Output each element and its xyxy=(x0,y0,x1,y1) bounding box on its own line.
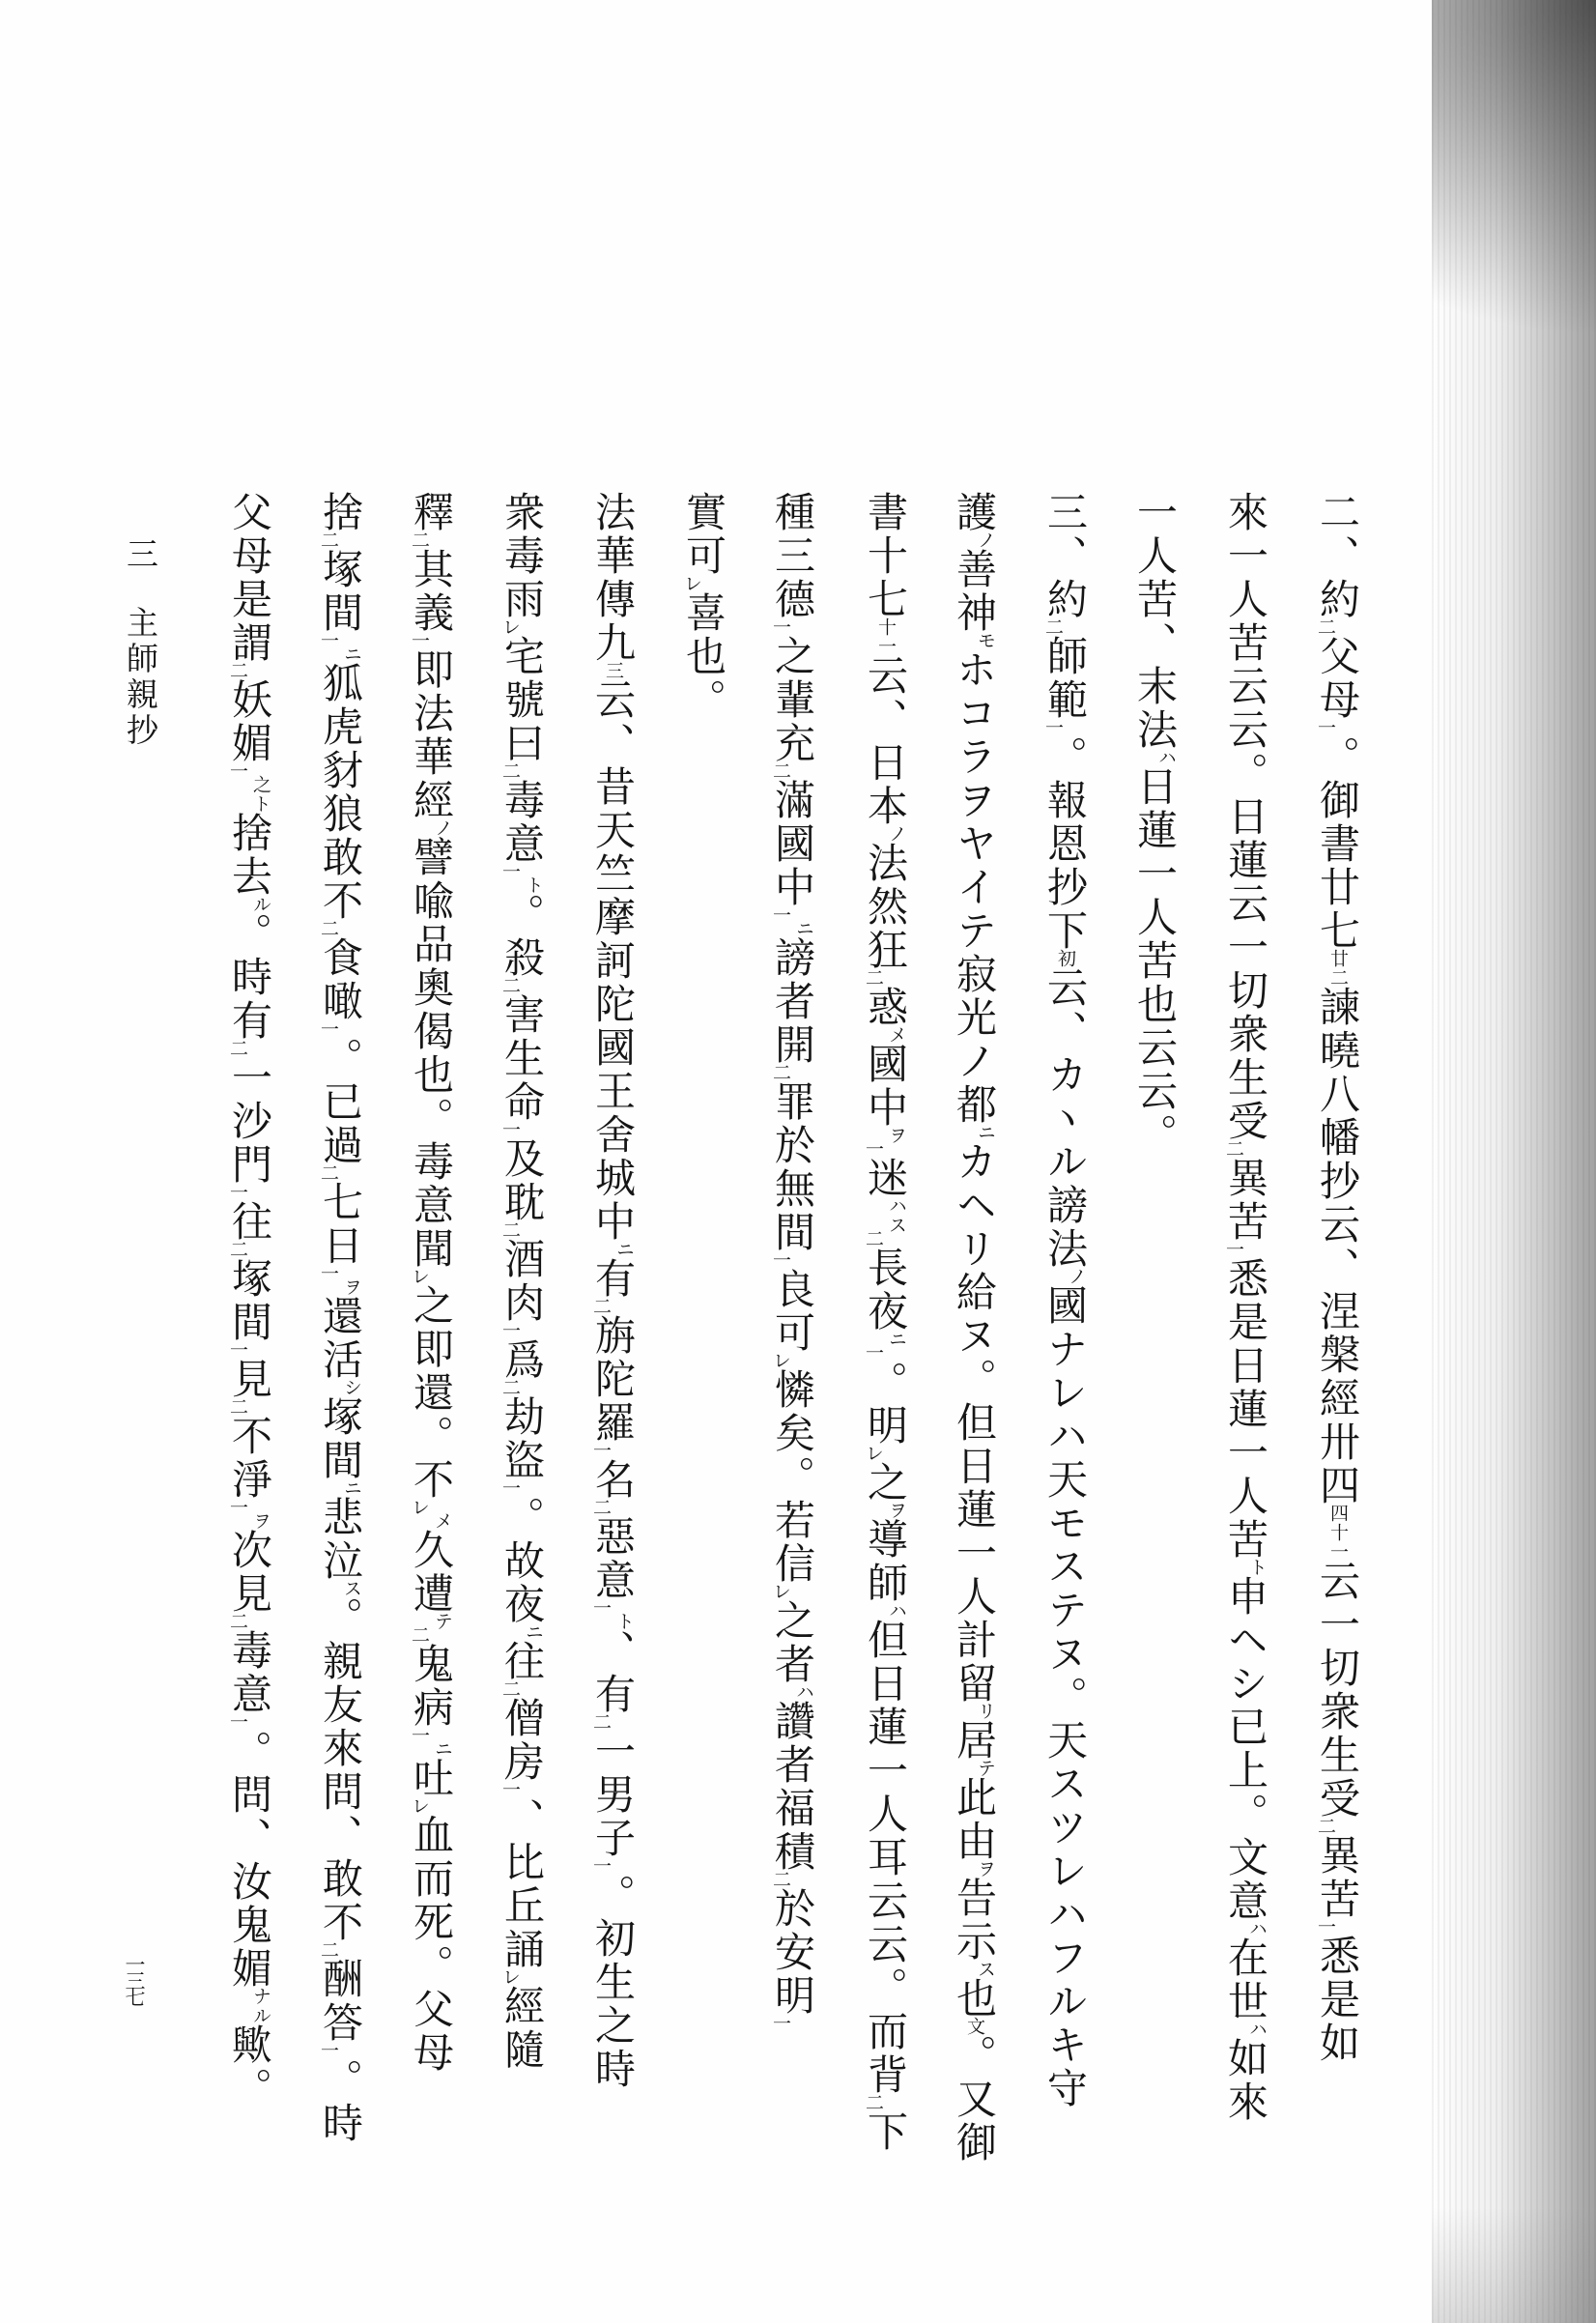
okurigana-mark: ニ xyxy=(341,645,361,664)
main-text: 罪於無間 xyxy=(769,1080,813,1254)
kaeriten-mark: 二 xyxy=(863,968,883,988)
main-text: 一人苦、末法 xyxy=(1131,491,1176,752)
main-text: 法然狂 xyxy=(862,842,906,972)
main-text: 。初生之時 xyxy=(589,1874,634,2091)
main-text: 次見 xyxy=(226,1529,271,1616)
main-text: 塚間 xyxy=(317,1395,361,1482)
main-text: 國ナレハ天モステヌ。天スツレハフルキ守 xyxy=(1041,1284,1086,2110)
main-text: 書十七 xyxy=(862,491,906,621)
main-text: 實可 xyxy=(680,491,725,578)
main-text: 之輩充 xyxy=(769,635,813,765)
kaeriten-mark: 一 xyxy=(499,862,520,881)
main-text: 爲 xyxy=(499,1338,543,1382)
main-text: 悉是日蓮一人苦 xyxy=(1222,1257,1267,1562)
kaeriten-mark: 二 xyxy=(227,1397,247,1417)
main-text: 。又御 xyxy=(951,2034,995,2165)
main-text: 惑 xyxy=(862,986,906,1029)
kaeriten-mark: 二 xyxy=(499,1378,520,1397)
okurigana-mark: ノ xyxy=(1066,1267,1086,1286)
main-text: 謗者開 xyxy=(769,936,813,1067)
kaeriten-mark: レ xyxy=(863,1444,883,1463)
book-edge-shadow-bottom xyxy=(1432,2207,1596,2323)
main-text: 往 xyxy=(499,1640,543,1683)
kaeriten-mark: 一 xyxy=(499,1478,520,1498)
inline-note: 初 xyxy=(1055,949,1075,968)
okurigana-mark: ニ xyxy=(975,1123,995,1142)
main-text: 捨去 xyxy=(226,812,271,899)
main-text: 。故夜 xyxy=(499,1496,543,1626)
main-text: 云、昔天竺摩訶陀國王舍城中 xyxy=(589,678,634,1244)
main-text: 。問、汝鬼媚 xyxy=(226,1730,271,1991)
okurigana-mark: テ xyxy=(975,1759,995,1778)
main-text: 劫盜 xyxy=(499,1395,543,1482)
main-text: 喜也。 xyxy=(680,591,725,722)
kaeriten-mark: 一 xyxy=(499,1120,520,1139)
main-text: 。親友來問、敢不 xyxy=(317,1596,361,1944)
main-text: 二、約 xyxy=(1314,491,1358,621)
okurigana-mark: ス xyxy=(341,1579,361,1598)
main-text: 之 xyxy=(862,1461,906,1505)
main-text: 憐矣。若信 xyxy=(769,1368,813,1586)
kaeriten-mark: 二 xyxy=(227,1039,247,1058)
main-text: 捨 xyxy=(317,491,361,534)
okurigana-mark: ニ xyxy=(523,1622,543,1642)
main-text: 塚間 xyxy=(226,1257,271,1344)
okurigana-mark: ニ xyxy=(341,1478,361,1498)
kaeriten-mark: 一 xyxy=(318,631,338,650)
main-text: 種三德 xyxy=(769,491,813,621)
text-column-5 xyxy=(952,491,994,2165)
main-text: 名 xyxy=(589,1458,634,1502)
okurigana-mark: ヲ xyxy=(886,1126,906,1145)
kaeriten-mark: 一 xyxy=(590,1856,611,1876)
main-text: 。時有 xyxy=(226,912,271,1043)
kaeriten-mark: 一 xyxy=(590,1441,611,1460)
main-text: 。御書廿七 xyxy=(1314,735,1358,953)
inline-note: 四十一 xyxy=(1327,1504,1348,1562)
okurigana-mark: ニ xyxy=(886,1330,906,1349)
kaeriten-mark: 一 xyxy=(770,1250,790,1270)
main-text: 不淨 xyxy=(226,1415,271,1502)
kaeriten-mark: レ xyxy=(770,1351,790,1370)
kaeriten-mark: 二 xyxy=(499,976,520,995)
main-text: 妖媚 xyxy=(226,678,271,765)
main-text: 良可 xyxy=(769,1268,813,1355)
okurigana-mark: ト xyxy=(613,1612,634,1631)
book-edge-shadow xyxy=(1432,0,1596,2323)
okurigana-mark: ハ xyxy=(1246,2020,1267,2039)
kaeriten-mark: 一 xyxy=(1315,718,1335,737)
okurigana-mark: ノ xyxy=(975,531,995,550)
main-text: 狐虎豺狼敢不 xyxy=(317,662,361,923)
kaeriten-mark: 一 xyxy=(318,1019,338,1039)
kaeriten-mark: 一 xyxy=(409,631,429,650)
okurigana-mark: ハ xyxy=(1155,748,1176,767)
okurigana-mark: ト xyxy=(523,875,543,895)
okurigana-mark: ヲ xyxy=(975,1859,995,1878)
kaeriten-mark: レ xyxy=(409,1498,429,1517)
running-header xyxy=(122,537,157,749)
main-text: 、有 xyxy=(589,1629,634,1716)
main-text: 有 xyxy=(589,1257,634,1301)
chapter-number: 三 xyxy=(122,537,157,573)
main-text: 還活 xyxy=(317,1295,361,1382)
kaeriten-mark: 二 xyxy=(770,1063,790,1082)
main-text: 日蓮一人苦也云云。 xyxy=(1131,765,1176,1157)
main-text: 異苦 xyxy=(1314,1834,1358,1921)
main-text: 吐 xyxy=(408,1757,452,1800)
main-text: 在世 xyxy=(1222,1936,1267,2023)
okurigana-mark: メ xyxy=(432,1511,452,1531)
main-text: 衆毒雨 xyxy=(499,491,543,621)
main-text: 。報恩抄下 xyxy=(1041,735,1086,953)
main-text: 讚者福積 xyxy=(769,1700,813,1874)
inline-note: 廿二 xyxy=(1327,949,1348,988)
main-text: 善神 xyxy=(951,548,995,635)
main-text: 毒意 xyxy=(226,1629,271,1716)
okurigana-mark: メ xyxy=(886,1025,906,1045)
main-text: 導師 xyxy=(862,1518,906,1605)
text-column-11 xyxy=(409,491,451,2075)
kaeriten-mark: 二 xyxy=(1042,617,1063,637)
kaeriten-mark: 二 xyxy=(590,1498,611,1517)
kaeriten-mark: 二 xyxy=(318,919,338,938)
main-text: 如來 xyxy=(1222,2037,1267,2124)
main-text: 云、カヽル謗法 xyxy=(1041,966,1086,1271)
kaeriten-mark: 一 xyxy=(1315,1917,1335,1936)
main-text: 七日 xyxy=(317,1181,361,1268)
main-text: 迷 xyxy=(862,1157,906,1200)
kaeriten-mark: 二 xyxy=(227,1612,247,1631)
main-text: 此由 xyxy=(951,1776,995,1863)
text-column-9 xyxy=(590,491,633,2091)
main-text: 僧房 xyxy=(499,1697,543,1784)
main-text: 久遭 xyxy=(408,1529,452,1616)
kaeriten-mark: レ xyxy=(409,1796,429,1816)
text-column-1 xyxy=(1315,491,1357,2065)
okurigana-mark: ノ xyxy=(432,818,452,838)
kaeriten-mark: 一 xyxy=(770,2014,790,2033)
okurigana-mark: ヲ xyxy=(886,1501,906,1520)
text-column-6 xyxy=(863,491,905,2154)
kaeriten-mark: レ xyxy=(409,1267,429,1286)
okurigana-mark: リ xyxy=(975,1702,995,1721)
kaeriten-mark: 二 xyxy=(863,1229,883,1248)
okurigana-mark: ニ xyxy=(432,1739,452,1759)
main-text: 護 xyxy=(951,491,995,534)
main-text: 血而死。父母 xyxy=(408,1814,452,2075)
kaeriten-mark: 二 xyxy=(318,531,338,550)
main-text: 塚間 xyxy=(317,548,361,635)
main-text: 滿國中 xyxy=(769,779,813,909)
kaeriten-mark: 二 xyxy=(863,2093,883,2112)
main-text: 之者 xyxy=(769,1599,813,1686)
kaeriten-mark: 二 xyxy=(499,1679,520,1699)
main-text: カヘリ給ヌ。但日蓮一人計留 xyxy=(951,1140,995,1706)
kaeriten-mark: 二 xyxy=(1223,1139,1243,1159)
inline-note: 三 xyxy=(603,661,623,680)
inline-note: 文 xyxy=(964,2017,984,2036)
main-text: 鬼病 xyxy=(408,1643,452,1730)
kaeriten-mark: レ xyxy=(770,1582,790,1601)
main-text: 惡意 xyxy=(589,1515,634,1602)
main-text: 父母 xyxy=(1314,635,1358,722)
okurigana-mark: ナル xyxy=(250,1987,271,2025)
main-text: 。明 xyxy=(862,1361,906,1448)
kaeriten-mark: 二 xyxy=(227,1240,247,1259)
kaeriten-mark: 二 xyxy=(1315,1817,1335,1836)
kaeriten-mark: レ xyxy=(499,1967,520,1987)
kaeriten-mark: 二 xyxy=(227,661,247,680)
kaeriten-mark: 一 xyxy=(1042,718,1063,737)
main-text: 。殺 xyxy=(499,893,543,980)
main-text: 旃陀羅 xyxy=(589,1314,634,1445)
kaeriten-mark: 一 xyxy=(227,1498,247,1517)
main-text: 譬喩品奧偈也。毒意聞 xyxy=(408,836,452,1271)
text-column-3 xyxy=(1132,491,1175,1157)
treatise-title: 主師親抄 xyxy=(122,606,157,749)
main-text: 父母是謂 xyxy=(226,491,271,665)
main-text: 諫曉八幡抄云、涅槃經卅四 xyxy=(1314,986,1358,1507)
kaeriten-mark: 二 xyxy=(318,1163,338,1183)
kaeriten-mark: 二 xyxy=(590,1297,611,1316)
main-text: 往 xyxy=(226,1200,271,1244)
kaeriten-mark: 一 xyxy=(1223,1240,1243,1259)
kaeriten-mark: 二 xyxy=(318,1940,338,1960)
main-text: 宅號曰 xyxy=(499,635,543,765)
main-text: 毒意 xyxy=(499,779,543,866)
okurigana-mark: モ xyxy=(975,631,995,650)
main-text: 害生命 xyxy=(499,993,543,1124)
main-text: 及耽 xyxy=(499,1137,543,1224)
kaeriten-mark: レ xyxy=(681,574,701,593)
okurigana-mark: ハス xyxy=(886,1196,906,1235)
okurigana-mark: ル xyxy=(250,895,271,914)
main-text: 來一人苦云云。日蓮云一切衆生受 xyxy=(1222,491,1267,1143)
kaeriten-mark: 一 xyxy=(409,1726,429,1745)
kaeriten-mark: 一 xyxy=(770,905,790,925)
main-text: 法華傳九 xyxy=(589,491,634,665)
main-text: 但日蓮一人耳云云。而背 xyxy=(862,1619,906,2097)
main-text: 云、日本 xyxy=(862,654,906,828)
main-text: 國中 xyxy=(862,1043,906,1130)
kaeriten-mark: 一 xyxy=(499,1321,520,1340)
kaeriten-mark: 一 xyxy=(318,1264,338,1283)
kaeriten-mark: 一 xyxy=(499,1780,520,1799)
okurigana-mark: ヲ xyxy=(341,1277,361,1297)
text-column-7 xyxy=(770,491,812,2031)
okurigana-mark: ハ xyxy=(886,1601,906,1620)
main-text: 下 xyxy=(862,2110,906,2154)
main-text: 申ヘシ已上。文意 xyxy=(1222,1575,1267,1923)
kaeriten-mark: 一 xyxy=(863,1343,883,1362)
kaeriten-mark: 一 xyxy=(770,617,790,637)
okurigana-mark: ト xyxy=(1246,1558,1267,1577)
main-text: 師範 xyxy=(1041,635,1086,722)
kaeriten-mark: 一 xyxy=(227,1340,247,1360)
text-column-2 xyxy=(1223,491,1266,2124)
kaeriten-mark: 二 xyxy=(499,1220,520,1240)
text-column-12 xyxy=(318,491,360,2145)
page-number: 一三七 xyxy=(123,1954,146,2003)
main-text: 酬答 xyxy=(317,1958,361,2045)
kaeriten-mark: 二 xyxy=(1315,617,1335,637)
okurigana-mark: ニ xyxy=(613,1240,634,1259)
kaeriten-mark: 一 xyxy=(318,2041,338,2060)
main-text: 於安明 xyxy=(769,1887,813,2018)
kaeriten-mark: 一 xyxy=(227,1183,247,1202)
main-text: 長夜 xyxy=(862,1247,906,1334)
main-text: 釋 xyxy=(408,491,452,534)
okurigana-mark: テ xyxy=(432,1612,452,1631)
main-text: 即法華經 xyxy=(408,648,452,822)
okurigana-mark: 之ト xyxy=(250,775,271,814)
okurigana-mark: ニ xyxy=(793,919,813,938)
text-column-13 xyxy=(227,491,270,2110)
main-text: 歟。 xyxy=(226,2023,271,2110)
text-column-8 xyxy=(681,491,724,722)
main-text: 見 xyxy=(226,1358,271,1401)
okurigana-mark: ハ xyxy=(1246,1919,1267,1938)
kaeriten-mark: 一 xyxy=(863,1139,883,1159)
kaeriten-mark: レ xyxy=(499,617,520,637)
kaeriten-mark: 二 xyxy=(409,1625,429,1645)
main-text: 食噉 xyxy=(317,936,361,1023)
main-text: 也 xyxy=(951,1977,995,2021)
okurigana-mark: ス xyxy=(975,1960,995,1979)
main-text: 悲泣 xyxy=(317,1496,361,1583)
text-column-10 xyxy=(499,491,542,2072)
main-text: 居 xyxy=(951,1719,995,1763)
main-text: 之即還。不 xyxy=(408,1284,452,1502)
main-text: 。時 xyxy=(317,2058,361,2145)
main-text: 一沙門 xyxy=(226,1056,271,1187)
kaeriten-mark: 二 xyxy=(409,531,429,550)
kaeriten-mark: 一 xyxy=(227,761,247,781)
kaeriten-mark: 二 xyxy=(499,761,520,781)
okurigana-mark: ハ xyxy=(793,1682,813,1702)
main-text: 悉是如 xyxy=(1314,1935,1358,2065)
main-text: 經隨 xyxy=(499,1985,543,2072)
main-text: 酒肉 xyxy=(499,1238,543,1325)
okurigana-mark: ヲ xyxy=(250,1511,271,1531)
kaeriten-mark: 一 xyxy=(590,1598,611,1618)
main-text: 一男子 xyxy=(589,1730,634,1860)
main-text: 三、約 xyxy=(1041,491,1086,621)
kaeriten-mark: 一 xyxy=(227,1712,247,1732)
main-text: ホコラヲヤイテ寂光ノ都 xyxy=(951,648,995,1127)
main-text: 異苦 xyxy=(1222,1157,1267,1244)
okurigana-mark: シ xyxy=(341,1378,361,1397)
kaeriten-mark: 二 xyxy=(770,1870,790,1889)
main-text: 、比丘誦 xyxy=(499,1797,543,1971)
main-text: 其義 xyxy=(408,548,452,635)
main-text: 。已過 xyxy=(317,1037,361,1167)
text-column-4 xyxy=(1042,491,1085,2110)
inline-note: 十一 xyxy=(875,617,896,656)
okurigana-mark: ノ xyxy=(886,824,906,844)
kaeriten-mark: 二 xyxy=(590,1712,611,1732)
main-text: 告示 xyxy=(951,1877,995,1964)
main-text: 云一切衆生受 xyxy=(1314,1560,1358,1821)
kaeriten-mark: 二 xyxy=(770,761,790,781)
